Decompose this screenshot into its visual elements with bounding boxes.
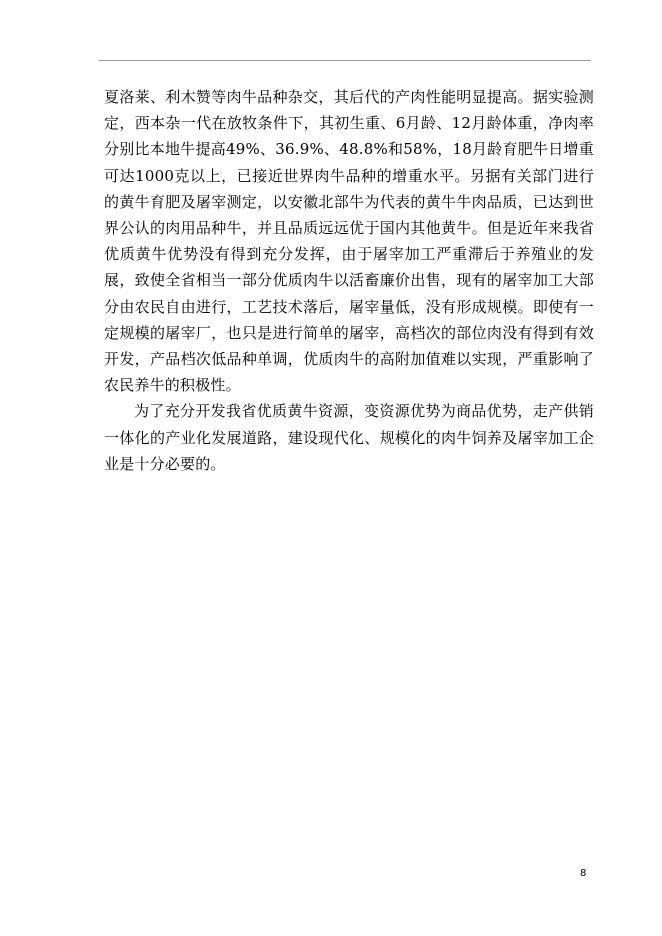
header-rule	[99, 60, 591, 61]
paragraph-1: 夏洛莱、利木赞等肉牛品种杂交，其后代的产肉性能明显提高。据实验测定，西本杂一代在放牧条件下，其初生重、6月龄、12月龄体重，净肉率分别比本地牛提高49%、36.9%、48.8%和58%，18月龄育肥牛日增重可达1000克以上，已接近世界肉牛品种的增重水平。另据有关部门进行的黄牛育肥及屠宰测定，以安徽北部牛为代表的黄牛牛肉品质，已达到世界公认的肉用品种牛，并且品质远远优于国内其他黄牛。但是近年来我省优质黄牛优势没有得到充分发挥，由于屠宰加工严重滞后于养殖业的发展，致使全省相当一部分优质肉牛以活畜廉价出售，现有的屠宰加工大部分由农民自由进行，工艺技术落后，屠宰量低，没有形成规模。即使有一定规模的屠宰厂，也只是进行简单的屠宰，高档次的部位肉没有得到有效开发，产品档次低品种单调，优质肉牛的高附加值难以实现，严重影响了农民养牛的积极性。	[104, 88, 594, 395]
page-number: 8	[580, 868, 587, 879]
paragraph-2: 为了充分开发我省优质黄牛资源，变资源优势为商品优势，走产供销一体化的产业化发展道路，建设现代化、规模化的肉牛饲养及屠宰加工企业是十分必要的。	[104, 402, 594, 473]
body-text	[104, 84, 594, 477]
